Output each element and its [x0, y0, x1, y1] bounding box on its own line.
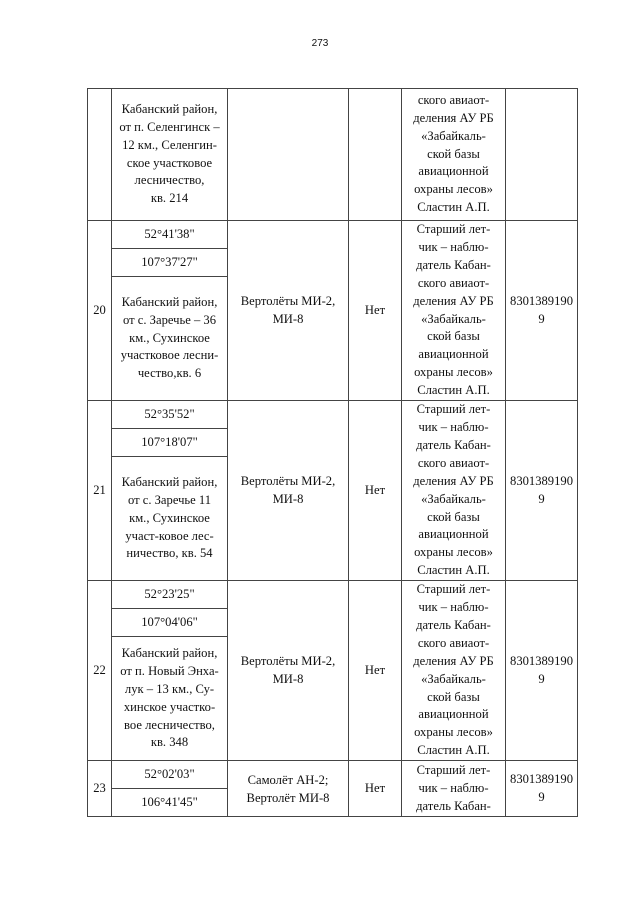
longitude-cell: 106°41'45" [112, 789, 228, 817]
person-cell [402, 89, 506, 221]
location-cell [112, 277, 228, 401]
latitude-cell: 52°41'38" [112, 221, 228, 249]
row-number: 20 [88, 221, 112, 401]
latitude-cell: 52°02'03" [112, 761, 228, 789]
person-text: Старший лет- чик – наблю- датель Кабан- [416, 762, 491, 813]
table-row-23 [88, 761, 578, 789]
person-cell [402, 581, 506, 761]
phone-text: 8301389190 9 [510, 473, 573, 506]
row-number: 21 [88, 401, 112, 581]
transport-cell [228, 761, 349, 817]
transport-text: Вертолёты МИ-2, МИ-8 [240, 653, 336, 686]
longitude-cell: 107°18'07" [112, 429, 228, 457]
phone-text: 8301389190 9 [510, 293, 573, 326]
table-row-20 [88, 221, 578, 249]
person-text: ского авиаот- деления АУ РБ «Забайкаль- ской базы авиационной охраны лесов» Сластин А.П. [413, 92, 494, 215]
transport-text: Вертолёты МИ-2, МИ-8 [240, 473, 336, 506]
person-cell [402, 401, 506, 581]
person-text: Старший лет- чик – наблю- датель Кабан- ского авиаот- деления АУ РБ «Забайкаль- ской базы авиационной охраны лесов» Сластин А.П. [413, 402, 494, 578]
location-text: Кабанский район, от с. Заречье 11 км., Сухинское участ-ковое лес- ничество, кв. 54 [121, 474, 218, 561]
row-number: 22 [88, 581, 112, 761]
transport-text: Самолёт АН-2; Вертолёт МИ-8 [246, 773, 330, 806]
person-text: Старший лет- чик – наблю- датель Кабан- ского авиаот- деления АУ РБ «Забайкаль- ской базы авиационной охраны лесов» Сластин А.П. [413, 222, 494, 398]
transport-cell [228, 401, 349, 581]
latitude-cell: 52°35'52" [112, 401, 228, 429]
location-cell [112, 637, 228, 761]
num-cell [88, 89, 112, 221]
table-row-22 [88, 581, 578, 609]
transport-cell [228, 581, 349, 761]
page-number: 273 [311, 38, 329, 49]
table-row-continuation [88, 89, 578, 221]
location-text: Кабанский район, от п. Селенгинск – 12 км., Селенгин- ское участковое лесничество, кв. 214 [119, 101, 220, 206]
location-cell [112, 89, 228, 221]
location-cell [112, 457, 228, 581]
phone-text: 8301389190 9 [510, 771, 573, 804]
transport-cell [228, 221, 349, 401]
airport-cell: Нет [349, 581, 402, 761]
person-text: Старший лет- чик – наблю- датель Кабан- ского авиаот- деления АУ РБ «Забайкаль- ской базы авиационной охраны лесов» Сластин А.П. [413, 582, 494, 758]
phone-cell [506, 581, 578, 761]
longitude-cell: 107°04'06" [112, 609, 228, 637]
airport-cell: Нет [349, 221, 402, 401]
phone-cell [506, 89, 578, 221]
transport-cell [228, 89, 349, 221]
location-text: Кабанский район, от п. Новый Энха- лук – 13 км., Су- хинское участко- вое лесничество, кв. 348 [120, 645, 219, 750]
airport-cell: Нет [349, 401, 402, 581]
latitude-cell: 52°23'25" [112, 581, 228, 609]
location-text: Кабанский район, от с. Заречье – 36 км., Сухинское участковое лесни- чество,кв. 6 [120, 294, 219, 381]
landing-sites-table [87, 88, 578, 817]
phone-text: 8301389190 9 [510, 653, 573, 686]
longitude-cell: 107°37'27" [112, 249, 228, 277]
phone-cell [506, 761, 578, 817]
airport-cell [349, 89, 402, 221]
transport-text: Вертолёты МИ-2, МИ-8 [240, 293, 336, 326]
airport-cell: Нет [349, 761, 402, 817]
phone-cell [506, 221, 578, 401]
person-cell [402, 761, 506, 817]
person-cell [402, 221, 506, 401]
row-number: 23 [88, 761, 112, 817]
phone-cell [506, 401, 578, 581]
table-row-21 [88, 401, 578, 429]
